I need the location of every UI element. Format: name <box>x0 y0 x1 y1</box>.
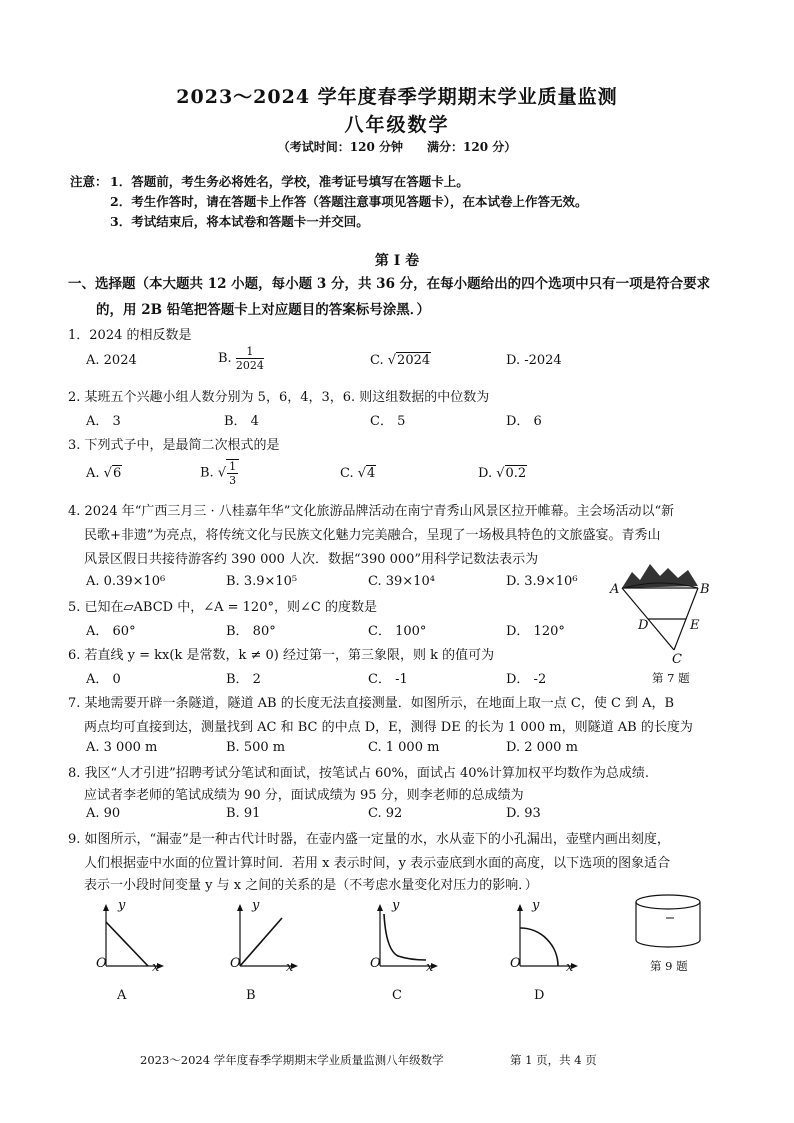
q1-option-a: A. 2024 <box>86 353 137 368</box>
notes-label: 注意： <box>70 174 108 189</box>
graph-d-origin-label: O <box>510 956 521 971</box>
footer-page-number: 第 1 页，共 4 页 <box>510 1053 597 1067</box>
q3-stem: 3. 下列式子中，是最简二次根式的是 <box>68 438 280 453</box>
q9-line2: 人们根据壶中水面的位置计算时间．若用 x 表示时间，y 表示壶底到水面的高度，以下选项的图象适合 <box>84 856 671 871</box>
q4-line1: 4. 2024 年“广西三月三 · 八桂嘉年华”文化旅游品牌活动在南宁青秀山风景区拉开帷幕。主会场活动以“新 <box>68 504 675 519</box>
q3-option-b: B. √ $\frac{1}{3}$ <box>200 459 239 487</box>
graph-b-origin-label: O <box>230 956 241 971</box>
q6-stem: 6. 若直线 y = kx(k 是常数，k ≠ 0) 经过第一，第三象限，则 k 的值可为 <box>68 648 495 663</box>
graph-d-x-label: x <box>566 960 574 975</box>
footer-exam-name: 2023～2024 学年度春季学期期末学业质量监测八年级数学 <box>140 1053 444 1067</box>
q9-line1: 9. 如图所示，“漏壶”是一种古代计时器，在壶内盛一定量的水，水从壶下的小孔漏出，壶壁内画出刻度， <box>68 832 670 847</box>
section-heading-line1: 一、选择题（本大题共 12 小题，每小题 3 分，共 36 分，在每小题给出的四个选项中只有一项是符合要求 <box>68 276 711 292</box>
exam-title: 2023～2024 学年度春季学期期末学业质量监测 <box>176 86 618 108</box>
graph-a-line <box>106 922 148 966</box>
graph-a-y-label: y <box>118 898 126 913</box>
graph-b-line <box>240 918 282 966</box>
q7-option-b: B. 500 m <box>226 740 286 755</box>
q5-option-a: A． 60° <box>86 624 136 639</box>
subject-title: 八年级数学 <box>344 114 450 136</box>
q8-line1: 8. 我区“人才引进”招聘考试分笔试和面试，按笔试占 60%，面试占 40%计算加权平均数作为总成绩. <box>68 766 650 781</box>
figure-9-vessel <box>630 892 706 954</box>
q6-option-b: B． 2 <box>226 672 261 687</box>
q9-line3: 表示一小段时间变量 y 与 x 之间的关系的是（不考虑水量变化对压力的影响．） <box>84 878 538 893</box>
graph-d-arc <box>520 928 558 966</box>
q5-option-c: C． 100° <box>368 624 427 639</box>
fig9-caption: 第 9 题 <box>650 959 688 973</box>
fig7-caption: 第 7 题 <box>652 671 690 685</box>
q4-option-b: B. 3.9×10⁵ <box>226 574 298 589</box>
graph-a-x-label: x <box>152 960 160 975</box>
graph-c-origin-label: O <box>370 956 381 971</box>
q7-option-d: D. 2 000 m <box>506 740 578 755</box>
q2-option-a: A． 3 <box>86 414 121 429</box>
graph-c-x-label: x <box>426 960 434 975</box>
graph-c-caption: C <box>392 988 402 1003</box>
q7-option-c: C. 1 000 m <box>368 740 440 755</box>
q4-option-d: D. 3.9×10⁶ <box>506 574 578 589</box>
q8-option-d: D. 93 <box>506 806 541 821</box>
fig7-label-b: B <box>700 582 710 597</box>
q4-line3: 风景区假日共接待游客约 390 000 人次．数据“390 000”用科学记数法表示为 <box>84 552 539 567</box>
q5-option-b: B． 80° <box>226 624 276 639</box>
q7-option-a: A. 3 000 m <box>86 740 158 755</box>
note-item-2: 2．考生作答时，请在答题卡上作答（答题注意事项见答题卡），在本试卷上作答无效。 <box>110 194 588 209</box>
q5-stem: 5. 已知在▱ABCD 中，∠A = 120°，则∠C 的度数是 <box>68 600 377 615</box>
q1-option-d: D. -2024 <box>506 353 562 368</box>
exam-info: （考试时间：120 分钟 满分：120 分） <box>277 140 517 154</box>
q3-option-c: C. √4 <box>340 466 376 481</box>
q8-option-c: C. 92 <box>368 806 403 821</box>
q6-option-d: D． -2 <box>506 672 547 687</box>
fig7-label-d: D <box>638 618 649 633</box>
figure-7-diagram <box>602 558 720 670</box>
q2-option-c: C． 5 <box>370 414 406 429</box>
q1-option-b: B. $\frac{1}{2024}$ <box>218 345 264 372</box>
q2-stem: 2. 某班五个兴趣小组人数分别为 5，6，4，3，6. 则这组数据的中位数为 <box>68 390 490 405</box>
q5-option-d: D． 120° <box>506 624 565 639</box>
q2-option-d: D． 6 <box>506 414 542 429</box>
mountain-shape <box>622 564 698 588</box>
graph-a-origin-label: O <box>96 956 107 971</box>
q6-option-a: A． 0 <box>86 672 121 687</box>
note-item-1: 1．答题前，考生务必将姓名，学校，准考证号填写在答题卡上。 <box>110 174 469 189</box>
fig7-label-a: A <box>610 582 620 597</box>
section-heading-line2: 的，用 2B 铅笔把答题卡上对应题目的答案标号涂黑．） <box>96 302 430 318</box>
graph-c-y-label: y <box>392 898 400 913</box>
q2-option-b: B． 4 <box>224 414 259 429</box>
q7-line2: 两点均可直接到达，测量找到 AC 和 BC 的中点 D，E，测得 DE 的长为 1 000 m，则隧道 AB 的长度为 <box>84 720 693 735</box>
graph-b-caption: B <box>246 988 256 1003</box>
graph-b-y-label: y <box>252 898 260 913</box>
q8-option-b: B. 91 <box>226 806 261 821</box>
q8-line2: 应试者李老师的笔试成绩为 90 分，面试成绩为 95 分，则李老师的总成绩为 <box>84 788 524 803</box>
note-item-3: 3．考试结束后，将本试卷和答题卡一并交回。 <box>110 214 369 229</box>
volume-heading: 第 I 卷 <box>374 253 420 269</box>
q1-option-c: C. √2024 <box>370 353 431 368</box>
graph-d-y-label: y <box>532 898 540 913</box>
q4-option-a: A. 0.39×10⁶ <box>86 574 166 589</box>
graph-b-x-label: x <box>286 960 294 975</box>
fig7-label-c: C <box>672 652 682 667</box>
q3-option-a: A. √6 <box>86 466 122 481</box>
q3-option-d: D. √0.2 <box>478 466 527 481</box>
graph-d-caption: D <box>534 988 545 1003</box>
q4-line2: 民歌+非遗”为亮点，将传统文化与民族文化魅力完美融合，呈现了一场极具特色的文旅盛宴。青秀山 <box>84 528 661 543</box>
q4-option-c: C. 39×10⁴ <box>368 574 435 589</box>
q6-option-c: C． -1 <box>368 672 408 687</box>
q1-stem: 1．2024 的相反数是 <box>68 328 192 343</box>
q7-line1: 7. 某地需要开辟一条隧道，隧道 AB 的长度无法直接测量．如图所示，在地面上取一点 C，使 C 到 A，B <box>68 696 675 711</box>
graph-a-caption: A <box>117 988 127 1003</box>
fig7-label-e: E <box>690 618 700 633</box>
graph-c-curve <box>384 914 426 960</box>
q8-option-a: A. 90 <box>86 806 121 821</box>
